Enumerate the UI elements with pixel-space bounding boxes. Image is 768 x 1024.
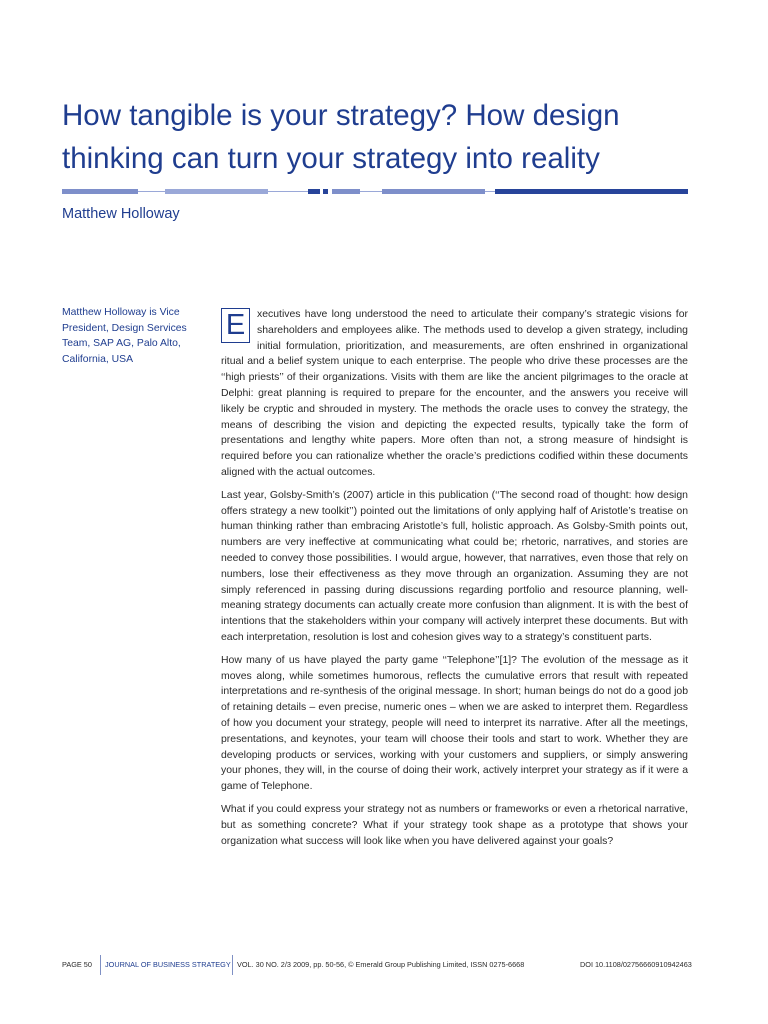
paragraph: How many of us have played the party game ‘‘Telephone’’[1]? The evolution of the message as it moves along, while sometimes humorous, reflects the cumulative errors that result with repeated interpretations and re-synthesis of the original message. In short; human beings do not do a good job of retaining details – even precise, numeric ones – when we are asked to interpret them. Regardless of how you document your strategy, people will need to interpret its narrative. After all the meetings, presentations, and keynotes, your team will choose their tools and start to work. Whether they are developing products or services, working with your customers and suppliers, or simply answering your phones, they will, in the course of doing their work, actively interpret your strategy as if it were a game of Telephone. xyxy=(221,654,688,793)
article-body xyxy=(221,307,688,856)
paragraph: E xecutives have long understood the need to articulate their company’s strategic visions for shareholders and employees alike. The methods used to develop a given strategy, including initial formulation, prioritization, and measurements, are often enshrined in organizational ritual and a belief system unique to each enterprise. The people who drive these processes are the ‘‘high priests’’ of their organizations. Visits with them are like the ancient pilgrimages to the oracle at Delphi: great planning is required to prepare for the encounter, and the answers you receive will likely be cryptic and shrouded in mystery. The methods the oracle uses to convey the strategy, the means of describing the vision and depicting the expected results, typically take the form of presentations and lengthy white papers. More often than not, a strong measure of hindsight is required before you can rationalize whether the oracle’s predictions codified within these documents aligned with the actual outcomes. xyxy=(221,309,688,478)
page-footer xyxy=(62,958,692,972)
paragraph: Last year, Golsby-Smith’s (2007) article in this publication (‘‘The second road of thought: how design offers strategy a new toolkit’’) pointed out the limitations of only applying half of Aristotle’s treatise on human thinking rather than embracing Aristotle’s full, holistic approach. As Golsby-Smith points out, numbers are very ineffective at communicating what could be; rhetoric, narratives, and stories are needed to convey those possibilities. I would argue, however, that narratives, even those that rely on numbers, lose their effectiveness as they move through an organization. Assuming they are not simply referenced in passing during discussions regarding portfolio and resource planning, well-meaning strategy documents can actually create more confusion than alignment. It is with the best of intentions that the stakeholders within your company will actively interpret these documents. But with each interpretation, resolution is lost and cohesion gives way to a strategy’s constituent parts. xyxy=(221,489,688,643)
doi: DOI 10.1108/02756660910942463 xyxy=(580,960,692,969)
page-number: PAGE 50 xyxy=(62,960,92,969)
citation: VOL. 30 NO. 2/3 2009, pp. 50-56, © Emerald Group Publishing Limited, ISSN 0275-6668 xyxy=(237,960,525,969)
author-bio: Matthew Holloway is Vice President, Design Services Team, SAP AG, Palo Alto, California, USA xyxy=(62,307,187,365)
article-title: How tangible is your strategy? How design thinking can turn your strategy into reality xyxy=(62,99,620,175)
drop-cap: E xyxy=(221,308,250,343)
paragraph: What if you could express your strategy not as numbers or frameworks or even a rhetorical narrative, but as something concrete? What if your strategy took shape as a prototype that shows your organization what success will look like when you have delivered against your goals? xyxy=(221,803,688,847)
author-name: Matthew Holloway xyxy=(62,206,180,222)
journal-name: JOURNAL OF BUSINESS STRATEGY xyxy=(105,960,231,969)
